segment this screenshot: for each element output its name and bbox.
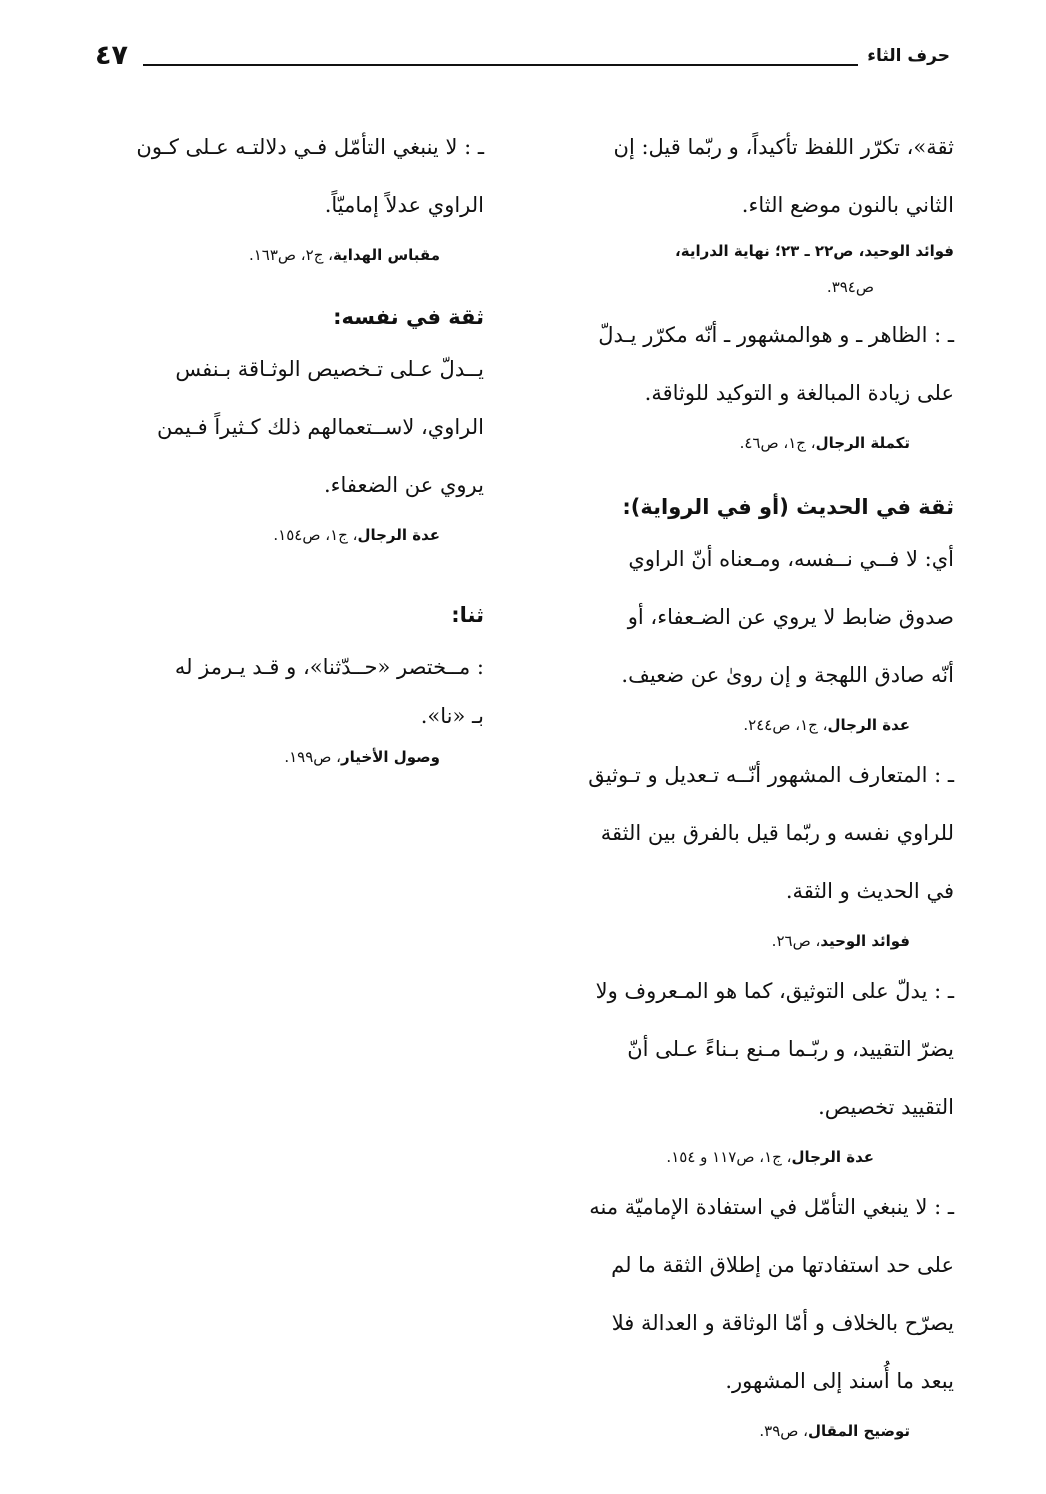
entry-line: أنّه صادق اللهجة و إن روىٰ عن ضعيف.: [621, 663, 954, 687]
citation: [92, 234, 484, 276]
entry-line: في الحديث و الثقة.: [785, 879, 954, 903]
entry-common-meaning: [554, 746, 954, 962]
citation-location: ، ص٢٦.: [771, 932, 821, 950]
left-column: [92, 118, 484, 778]
entry-line: ـ : لا ينبغي التأمّل في استفادة الإماميّة منه: [589, 1195, 954, 1219]
page-number: ٤٧: [95, 40, 128, 71]
entry-thiqa-fi-hadith: [554, 530, 954, 746]
citation-location: ، ص٣٩.: [759, 1422, 809, 1440]
citation-book: توضيح المقال: [808, 1422, 910, 1440]
term-heading: ثنا:: [451, 603, 484, 627]
entry-line: يــدلّ عـلى تـخصيص الوثـاقة بـنفس: [175, 357, 484, 381]
entry-line: ـ : يدلّ على التوثيق، كما هو المـعروف ولا: [595, 979, 954, 1003]
entry-line: الراوي، لاســتعمالهم ذلك كـثيراً فـيمن: [157, 415, 484, 439]
entry-line: ـ : لا ينبغي التأمّل فـي دلالتـه عـلى كـون: [136, 135, 484, 159]
citation: ص٣٩٤.: [826, 278, 874, 296]
citation-book: وصول الأخيار: [341, 748, 440, 766]
entry-line: يصرّح بالخلاف و أمّا الوثاقة و العدالة فلا: [611, 1311, 954, 1335]
citation: فوائد الوحيد، ص٢٢ ـ ٢٣؛ نهاية الدراية،: [675, 242, 954, 260]
entry-line: على حد استفادتها من إطلاق الثقة ما لم: [611, 1253, 954, 1277]
citation: [92, 736, 484, 778]
citation: [554, 422, 954, 464]
running-head: حرف الثاء: [867, 46, 950, 66]
citation: [554, 1410, 954, 1452]
entry-line: أي: لا فــي نــفسه، ومـعناه أنّ الراوي: [628, 547, 954, 571]
citation-book: مقباس الهداية: [333, 246, 440, 264]
citation-book: عدة الرجال: [357, 526, 440, 544]
citation-book: فوائد الوحيد: [820, 932, 910, 950]
citation: [92, 514, 484, 556]
entry-imami-adl: [92, 118, 484, 276]
entry-line: : مــختصر «حــدّثنا»، و قـد يـرمز له: [174, 655, 484, 679]
entry-line: ـ : الظاهر ـ و هوالمشهور ـ أنّه مكرّر يـدلّ: [598, 323, 954, 347]
citation-book: عدة الرجال: [791, 1148, 874, 1166]
citation-location: ، ج١، ص١١٧ و ١٥٤.: [666, 1148, 792, 1166]
entry-line: للراوي نفسه و ربّما قيل بالفرق بين الثقة: [600, 821, 954, 845]
entry-line: يبعد ما أُسند إلى المشهور.: [725, 1369, 954, 1393]
header-rule: [143, 64, 858, 66]
right-column: [554, 118, 954, 1452]
citation-location: ، ج١، ص٢٤٤.: [743, 716, 828, 734]
entry-line: على زيادة المبالغة و التوكيد للوثاقة.: [644, 381, 954, 405]
citation: [554, 920, 954, 962]
entry-line: الراوي عدلاً إماميّاً.: [324, 193, 484, 217]
citation: [554, 704, 954, 746]
citation-book: عدة الرجال: [827, 716, 910, 734]
citation-location: ، ص١٩٩.: [284, 748, 342, 766]
term-heading: ثقة في نفسه:: [333, 305, 484, 329]
entry-thana-abbreviation: [92, 638, 484, 778]
entry-repeated-thiqa: [554, 118, 954, 306]
entry-line: ثقة»، تكرّر اللفظ تأكيداً، و ربّما قيل: إن: [613, 135, 954, 159]
entry-line: صدوق ضابط لا يروي عن الضـعفاء، أو: [627, 605, 954, 629]
entry-apparent-repetition: [554, 306, 954, 464]
citation-location: ، ج٢، ص١٦٣.: [248, 246, 334, 264]
entry-line: الثاني بالنون موضع الثاء.: [741, 193, 954, 217]
entry-line: يضرّ التقييد، و ربّـما مـنع بـناءً عـلى أنّ: [627, 1037, 954, 1061]
entry-imami-inference: [554, 1178, 954, 1452]
page-header: [95, 40, 950, 74]
citation: [554, 1136, 954, 1178]
entry-line: التقييد تخصيص.: [818, 1095, 954, 1119]
citation-book: تكملة الرجال: [815, 434, 910, 452]
entry-thiqa-fi-nafsih: [92, 340, 484, 556]
term-heading: ثقة في الحديث (أو في الرواية):: [622, 495, 954, 519]
entry-indicates-tawthiq: [554, 962, 954, 1178]
citation-location: ، ج١، ص١٥٤.: [273, 526, 358, 544]
entry-line: يروي عن الضعفاء.: [323, 473, 484, 497]
citation-location: ، ج١، ص٤٦.: [739, 434, 816, 452]
entry-line: بـ «نا».: [420, 704, 484, 728]
entry-line: ـ : المتعارف المشهور أنّــه تـعديل و تـوثيق: [588, 763, 954, 787]
